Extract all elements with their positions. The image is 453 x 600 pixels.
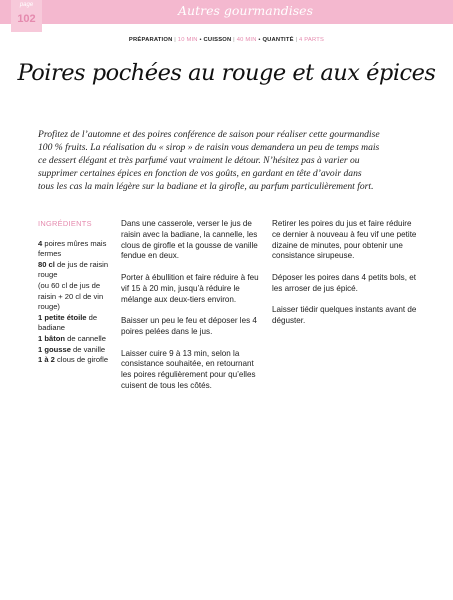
intro-line: 100 % fruits. La réalisation du « sirop » de raisin vous demandera un peu de temps mais xyxy=(38,142,380,153)
ingredients-list xyxy=(38,219,114,366)
intro-text xyxy=(38,128,418,193)
cook-label: CUISSON xyxy=(203,37,232,43)
step-paragraph: Dans une casserole, verser le jus de raisin avec la badiane, la cannelle, les clous de girofle et la gousse de vanille fendue en deux. xyxy=(121,219,258,261)
ingredient-item: 4 poires mûres mais fermes xyxy=(38,238,107,259)
ingredient-item: 1 petite étoile de badiane xyxy=(38,312,98,333)
recipe-title: Poires pochées au rouge et aux épices xyxy=(17,60,436,86)
step-paragraph: Retirer les poires du jus et faire réduire ce dernier à nouveau à feu vif une petite dizaine de minutes, pour obtenir une consistance sirupeuse. xyxy=(272,219,417,261)
ingredients-heading: INGRÉDIENTS xyxy=(38,219,92,228)
step-paragraph: Laisser cuire 9 à 13 min, selon la consistance souhaitée, en retournant les poires régulièrement pour qu’elles cuisent de tous les côtés. xyxy=(121,348,256,390)
ingredient-item: 1 bâton de cannelle xyxy=(38,333,106,343)
ingredient-item: (ou 60 cl de jus de raisin + 20 cl de vin rouge) xyxy=(38,280,104,312)
intro-line: tous les cas la main légère sur la badiane et la girofle, au parfum particulièrement fort. xyxy=(38,181,374,192)
step-paragraph: Porter à ébullition et faire réduire à feu vif 15 à 20 min, jusqu’à réduire le mélange aux deux-tiers environ. xyxy=(121,272,259,304)
section-title: Autres gourmandises xyxy=(178,3,313,18)
step-paragraph: Déposer les poires dans 4 petits bols, et les arroser de jus épicé. xyxy=(272,272,416,293)
intro-line: ce dessert élégant et très parfumé vaut vraiment le détour. N’hésitez pas à varier ou xyxy=(38,155,360,166)
page-label: page xyxy=(19,2,34,8)
step-paragraph: Baisser un peu le feu et déposer les 4 poires pelées dans le jus. xyxy=(121,316,257,336)
prep-value: 10 MIN xyxy=(177,37,198,43)
steps-column-2 xyxy=(272,219,420,338)
step-paragraph: Laisser tiédir quelques instants avant de déguster. xyxy=(272,305,417,326)
cook-value: 40 MIN xyxy=(236,37,257,43)
page-number: 102 xyxy=(17,13,36,25)
intro-line: Profitez de l’automne et des poires conférence de saison pour réaliser cette gourmandise xyxy=(38,129,380,140)
steps-column-1 xyxy=(121,219,261,403)
prep-label: PRÉPARATION xyxy=(128,37,173,43)
ingredient-item: 1 gousse de vanille xyxy=(38,344,106,354)
quantity-value: 4 PARTS xyxy=(299,37,325,43)
ingredient-item: 1 à 2 clous de girofle xyxy=(38,355,109,365)
intro-line: supprimer certaines épices en fonction de vos goûts, en gardant en tête d’avoir dans xyxy=(38,168,362,179)
quantity-label: QUANTITÉ xyxy=(262,37,294,43)
ingredient-item: 80 cl de jus de raisin rouge xyxy=(38,259,109,280)
recipe-meta-bar: PRÉPARATION | 10 MIN • CUISSON | 40 MIN • QUANTITÉ | 4 PARTS xyxy=(128,37,325,43)
